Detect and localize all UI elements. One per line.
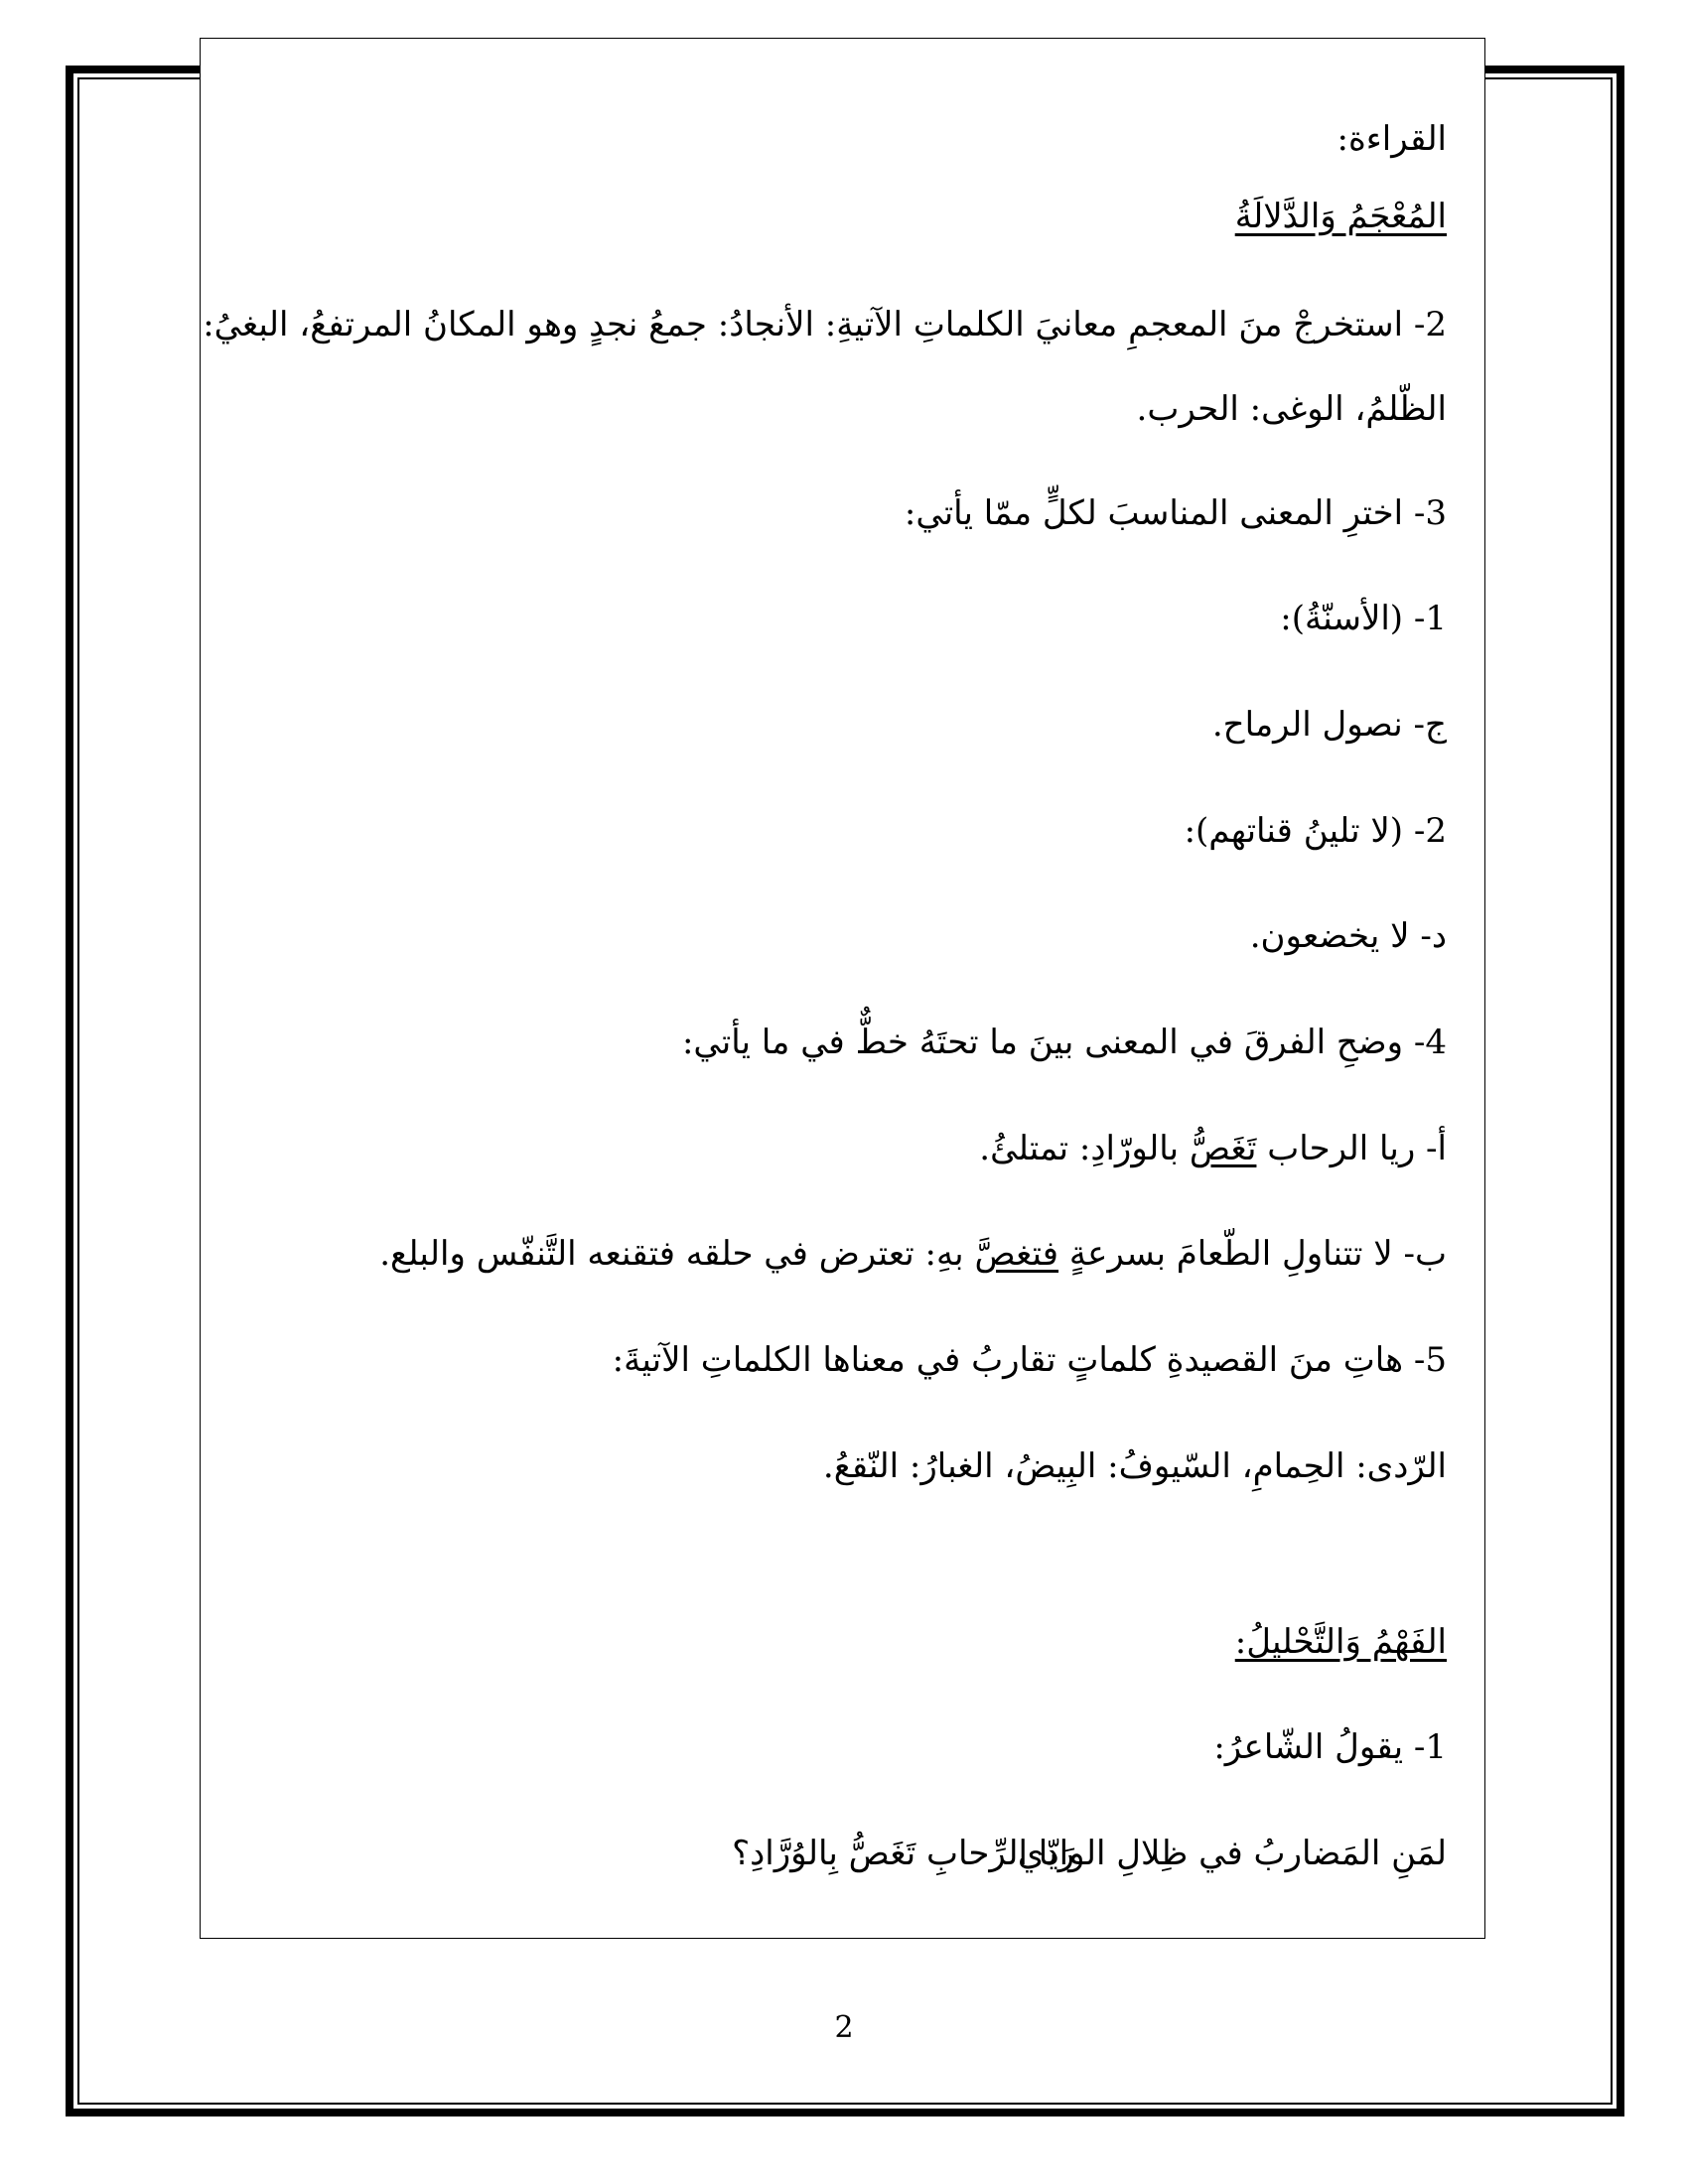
q4-b-suffix: بهِ: تعترض في حلقه فتقنعه التَّنفّس والبلع. (379, 1234, 975, 1274)
question-4: 4- وضحِ الفرقَ في المعنى بينَ ما تحتَهُ خطٌّ في ما يأتي: (681, 1023, 1447, 1062)
question-3: 3- اخترِ المعنى المناسبَ لكلٍّ ممّا يأتي: (904, 493, 1447, 533)
q4-a-suffix: بالورّادِ: تمتلئُ. (979, 1129, 1190, 1168)
comprehension-1: 1- يقولُ الشّاعرُ: (1213, 1727, 1447, 1767)
question-5-answer: الرّدى: الحِمامِ، السّيوفُ: البِيضُ، الغبارُ: النّقعُ. (822, 1446, 1447, 1486)
question-3-item-1-answer: ج- نصول الرماح. (1211, 705, 1447, 745)
section-title: القراءة: (1336, 119, 1447, 159)
verse-first-hemistich: لمَنِ المَضاربُ في ظِلالِ الوادي (1017, 1834, 1447, 1873)
question-3-item-2-answer: د- لا يخضعون. (1249, 916, 1447, 956)
question-2-line-1: 2- استخرجْ منَ المعجمِ معانيَ الكلماتِ الآتيةِ: الأنجادُ: جمعُ نجدٍ وهو المكانُ المرتفعُ، البغيُ: (203, 305, 1447, 344)
q4-a-underlined-word: تَغَصُّ (1189, 1129, 1257, 1168)
verse-second-hemistich: رَيّا الرِّحابِ تَغَصُّ بِالوُرَّادِ؟ (732, 1834, 1074, 1873)
question-4-item-b (379, 1234, 1447, 1275)
q4-b-underlined-word: فتغصَّ (974, 1234, 1059, 1274)
question-2-line-2: الظّلمُ، الوغى: الحرب. (1136, 389, 1447, 429)
question-3-item-2: 2- (لا تلينُ قناتهم): (1184, 811, 1447, 851)
q4-a-prefix: أ- ريا الرحاب (1256, 1129, 1447, 1168)
q4-b-prefix: ب- لا تتناولِ الطّعامَ بسرعةٍ (1058, 1234, 1447, 1274)
question-4-item-a (979, 1129, 1447, 1169)
question-3-item-1: 1- (الأسنّةُ): (1280, 599, 1447, 638)
page-number: 2 (834, 2010, 854, 2045)
heading-lexicon: المُعْجَمُ وَالدَّلالَةُ (1234, 197, 1447, 236)
question-5: 5- هاتِ منَ القصيدةِ كلماتٍ تقاربُ في معناها الكلماتِ الآتيةَ: (612, 1340, 1447, 1380)
heading-comprehension: الفَهْمُ وَالتَّحْليلُ: (1234, 1622, 1447, 1662)
